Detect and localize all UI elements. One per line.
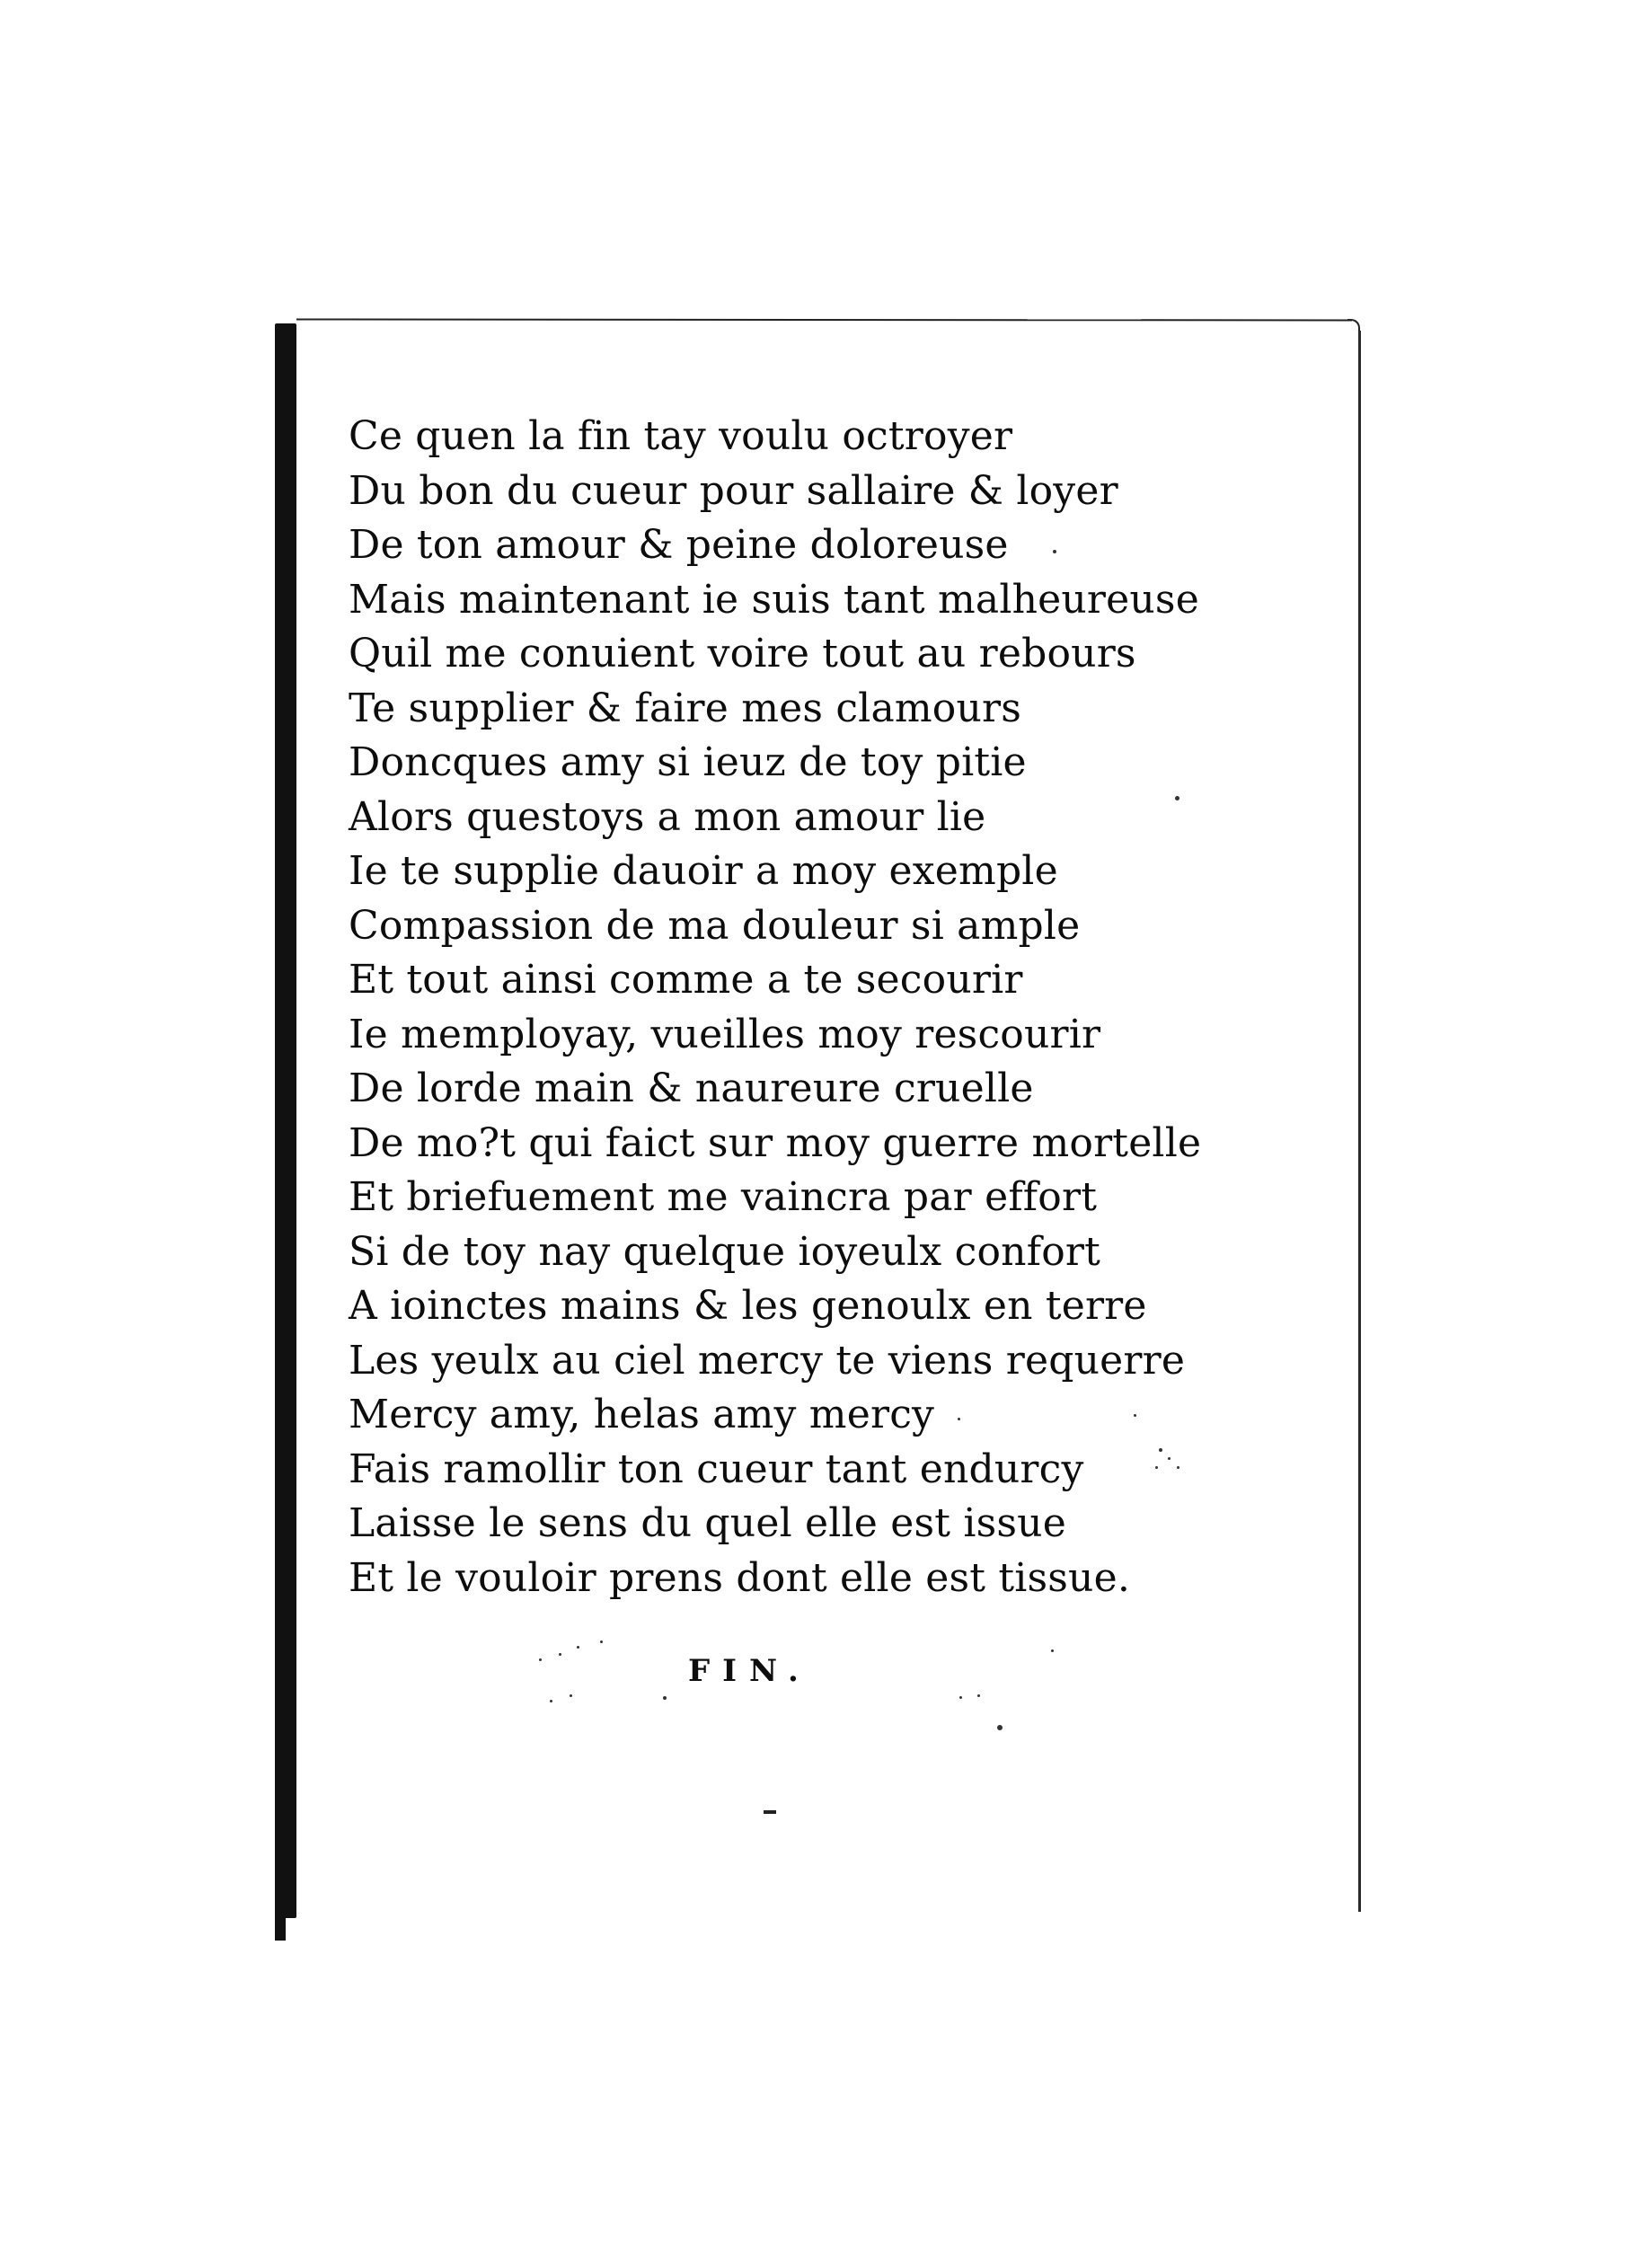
ink-speck [539,1658,542,1661]
verse-line: Mercy amy, helas amy mercy [349,1392,935,1437]
verse-line: Et briefuement me vaincra par effort [349,1174,1098,1220]
verse-line: Du bon du cueur pour sallaire & loyer [349,467,1118,514]
binding-edge-tail [275,1887,286,1941]
verse-line: Compassion de ma douleur si ample [349,902,1081,949]
ink-speck [550,1700,552,1702]
verse-line: De ton amour & peine doloreuse [349,522,1009,568]
binding-edge [275,323,296,1918]
verse-line: Ie te supplie dauoir a moy exemple [349,848,1058,894]
ink-speck [1051,1649,1054,1652]
ink-speck [1175,796,1179,800]
ink-speck [1168,1457,1171,1460]
verse-line: Te supplier & faire mes clamours [349,685,1022,731]
ink-speck [600,1640,603,1643]
ink-speck [1134,1414,1136,1417]
verse-line: Laisse le sens du quel elle est issue [349,1500,1066,1546]
ink-speck [1155,1466,1158,1469]
verse-line: Mais maintenant ie suis tant malheureuse [349,576,1199,623]
verse-line: A ioinctes mains & les genoulx en terre [349,1283,1147,1329]
ink-speck [997,1725,1003,1730]
ink-speck [977,1694,980,1697]
ink-dash [764,1810,776,1814]
ink-speck [1177,1466,1179,1469]
ink-speck [663,1696,667,1700]
ink-speck [1053,550,1056,553]
verse-line: Alors questoys a mon amour lie [349,793,986,840]
verse-line: De mo?t qui faict sur moy guerre mortelle [349,1119,1202,1166]
verse-line: Les yeulx au ciel mercy te viens requerre [349,1337,1186,1384]
verse-line: Et tout ainsi comme a te secourir [349,957,1023,1003]
ink-speck [570,1694,572,1697]
ink-speck [1159,1448,1162,1452]
verse-line: Doncques amy si ieuz de toy pitie [349,739,1027,785]
ink-speck [559,1653,561,1656]
verse-line: Ce quen la fin tay voulu octroyer [349,413,1013,459]
verse-block [349,410,1337,1605]
verse-line: Quil me conuient voire tout au rebours [349,631,1136,676]
ink-speck [958,1418,960,1420]
verse-line: Ie memployay, vueilles moy rescourir [349,1011,1101,1057]
verse-line: Si de toy nay quelque ioyeulx confort [349,1228,1100,1275]
ink-speck [959,1696,962,1699]
verse-line: De lorde main & naureure cruelle [349,1066,1034,1111]
verse-line: Et le vouloir prens dont elle est tissue. [349,1554,1131,1601]
page-right-edge [1358,331,1361,1912]
ink-speck [577,1646,579,1649]
page-top-edge [296,318,1352,321]
end-marker: FIN. [688,1653,811,1689]
verse-line: Fais ramollir ton cueur tant endurcy [349,1446,1084,1492]
